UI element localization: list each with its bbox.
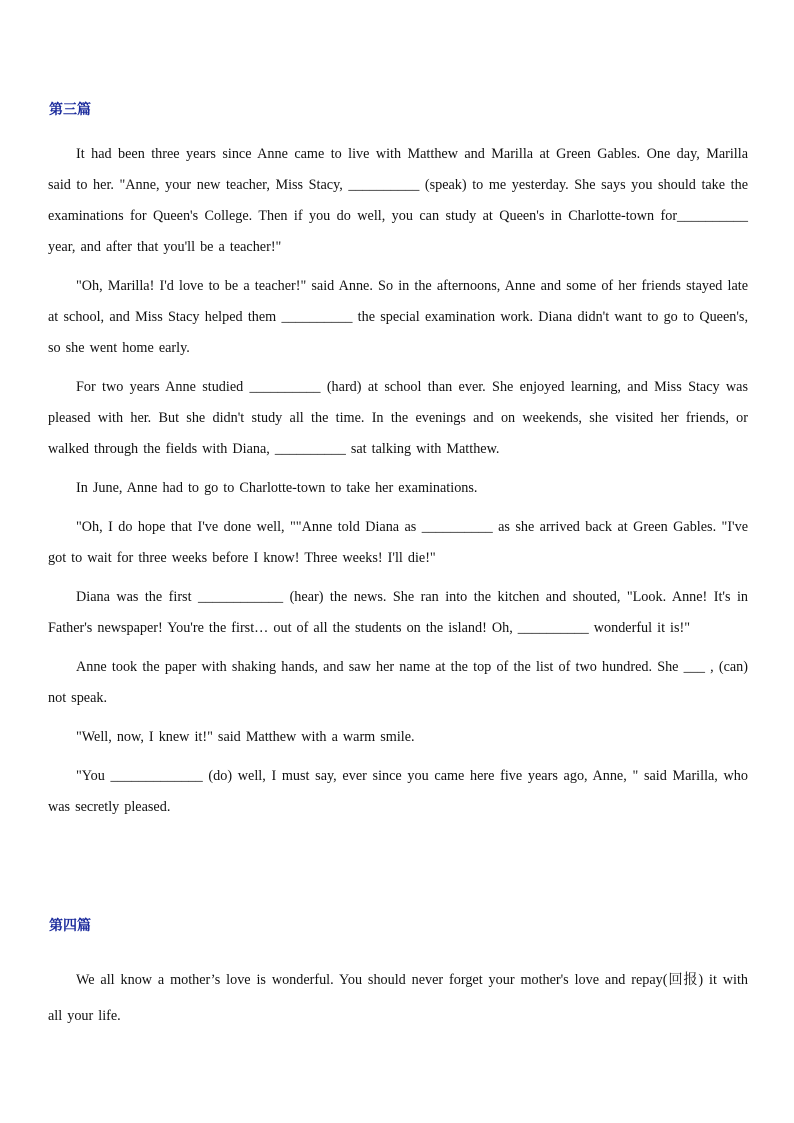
section-3-body: [48, 139, 748, 831]
passage-paragraph-8: "Well, now, I knew it!" said Matthew with a warm smile.: [76, 729, 415, 745]
passage-paragraph-1: It had been three years since Anne came to live with Matthew and Marilla at Green Gables. One day, Marilla said to her. "Anne, your new teacher, Miss Stacy, __________ (speak) to me yesterday. She says you should take the examinations for Queen's College. Then if you do well, you can study at Queen's in Charlotte-town for__________ year, and after that you'll be a teacher!": [48, 146, 748, 255]
passage-paragraph-1: We all know a mother’s love is wonderful. You should never forget your mother's love and repay(回报) it with all your life.: [48, 972, 748, 1024]
passage-paragraph-6: Diana was the first ____________ (hear) the news. She ran into the kitchen and shouted, "Look. Anne! It's in Father's newspaper! You're the first… out of all the students on the island! Oh, __________ wonderful it is!": [48, 589, 748, 636]
passage-paragraph-7: Anne took the paper with shaking hands, and saw her name at the top of the list of two hundred. She ___ , (can) not speak.: [48, 659, 748, 706]
passage-paragraph-9: "You _____________ (do) well, I must say, ever since you came here five years ago, Anne, " said Marilla, who was secretly pleased.: [48, 768, 748, 815]
passage-paragraph-4: In June, Anne had to go to Charlotte-town to take her examinations.: [76, 480, 478, 496]
section-4-heading: 第四篇: [49, 918, 91, 934]
passage-paragraph-5: "Oh, I do hope that I've done well, ""Anne told Diana as __________ as she arrived back at Green Gables. "I've got to wait for three weeks before I know! Three weeks! I'll die!": [48, 519, 748, 566]
section-3-heading: 第三篇: [49, 102, 91, 118]
passage-paragraph-2: "Oh, Marilla! I'd love to be a teacher!" said Anne. So in the afternoons, Anne and some of her friends stayed late at school, and Miss Stacy helped them __________ the special examination work. Diana didn't want to go to Queen's, so she went home early.: [48, 278, 748, 356]
section-4-body: [48, 962, 748, 1034]
passage-paragraph-3: For two years Anne studied __________ (hard) at school than ever. She enjoyed learning, and Miss Stacy was pleased with her. But she didn't study all the time. In the evenings and on weekends, she visited her friends, or walked through the fields with Diana, __________ sat talking with Matthew.: [48, 379, 748, 457]
